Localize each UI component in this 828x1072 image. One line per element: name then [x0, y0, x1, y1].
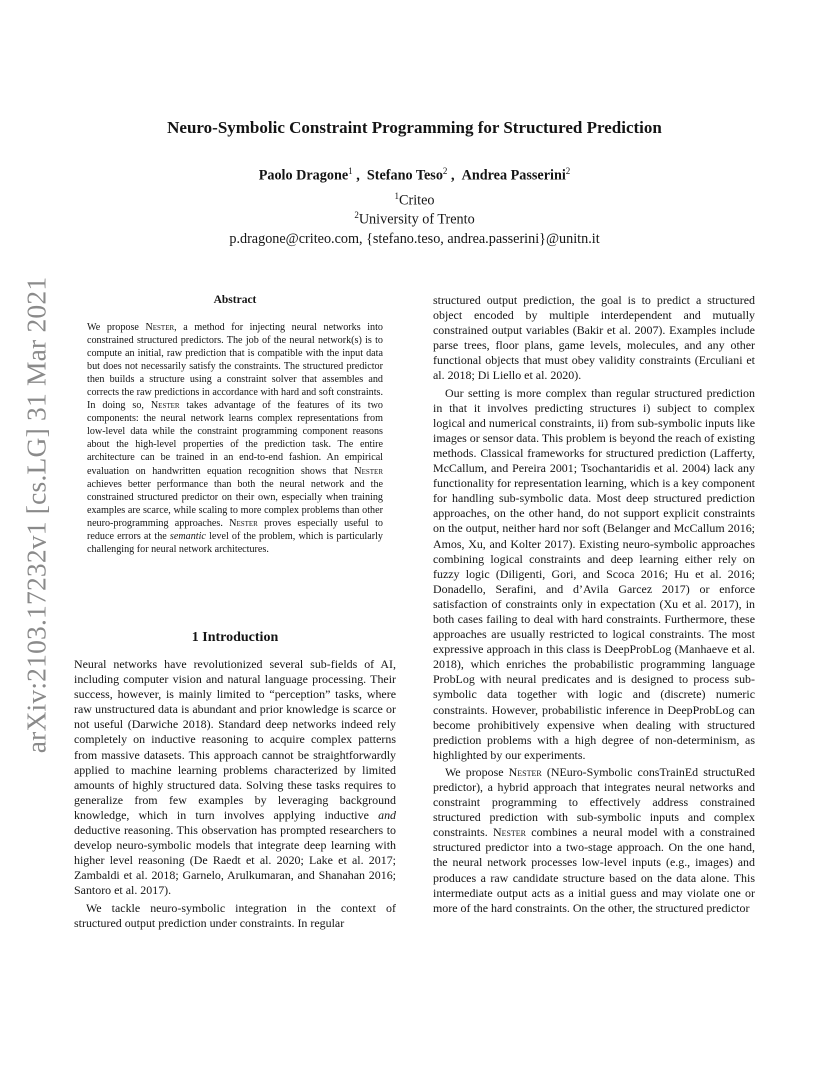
abstract-text: We propose Nester, a method for injecting neural networks into constrained structured predictors. The job of the neural network(s) is to compute an initial, raw prediction that is compatible with the input data but does not necessarily satisfy the constraints. The structured predictor then builds a structure using a constraint solver that assembles and corrects the raw predictions in accordance with hard and soft constraints. In doing so, Nester takes advantage of the features of its two components: the neural network learns complex representations from low-level data while the constraint programming component reasons about the high-level properties of the prediction task. The entire architecture can be trained in an end-to-end fashion. An empirical evaluation on handwritten equation recognition shows that Nester achieves better performance than both the neural network and the constrained structured predictor on their own, especially when training examples are scarce, while scaling to more complex problems than other neuro-programming approaches. Nester proves especially useful to reduce errors at the semantic level of the problem, which is particularly challenging for neural network architectures. [87, 322, 383, 555]
affiliation-name: Criteo [399, 192, 435, 209]
author-name: Paolo Dragone [258, 167, 349, 184]
arxiv-identifier-stamp [16, 276, 56, 754]
emphasis-and: and [378, 807, 396, 822]
author-affiliation-mark: 2 [565, 166, 571, 176]
right-paragraph-3: We propose Nester (NEuro-Symbolic consTrainEd structuRed predictor), a hybrid approach that integrates neural networks and constraint programming to effectively address constrained structured prediction with sub-symbolic inputs and complex constraints. Nester combines a neural model with a constrained structured predictor into a two-stage approach. On the one hand, the neural network processes low-level inputs (e.g., images) and produces a raw candidate structure based on the data alone. This intermediate output acts as a initial guess and may violate one or more of the hard constraints. On the other, the structured predictor [433, 764, 755, 915]
author-affiliation-mark: 1 [348, 166, 353, 176]
intro-paragraph-1: Neural networks have revolutionized several sub-fields of AI, including computer vision and natural language processing. Their success, however, is mainly limited to “perception” tasks, where raw unstructured data is abundant and prior knowledge is scarce or not useful (Darwiche 2018). Standard deep networks indeed rely completely on inductive reasoning to acquire complex patterns from massive datasets. This approach cannot be straightforwardly applied to machine learning problems characterized by limited amounts of highly structured data. Solving these tasks requires to generalize from few examples by leveraging background knowledge, which in turn involves applying inductive and deductive reasoning. This observation has prompted researchers to develop neuro-symbolic models that integrate deep learning with higher level reasoning (De Raedt et al. 2020; Lake et al. 2017; Zambaldi et al. 2018; Garnelo, Arulkumaran, and Shanahan 2016; Santoro et al. 2017). [74, 657, 396, 898]
author-list: Paolo Dragone$^1$ , Stefano Teso$^2$ , Andrea Passerini$^2$ [258, 166, 571, 184]
emphasis-semantic: semantic [169, 530, 206, 542]
abstract-heading: Abstract [213, 294, 257, 306]
section-heading-introduction: 1 Introduction [191, 630, 279, 645]
method-name: Nester [150, 400, 180, 412]
introduction-text [74, 657, 396, 931]
right-paragraph-1: structured output prediction, the goal is to predict a structured object encoded by multiple interdependent and mutually constrained output variables (Bakir et al. 2007). Examples include parse trees, floor plans, game levels, molecules, and any other functional objects that must obey validity constraints (Erculiani et al. 2018; Di Liello et al. 2020). [433, 293, 755, 383]
method-name: Nester [229, 517, 258, 529]
method-name: Nester [492, 825, 527, 840]
right-column-text [433, 293, 755, 916]
right-paragraph-2: Our setting is more complex than regular structured prediction in that it involves predicting structures i) subject to complex logical and numerical constraints, ii) from sub-symbolic inputs like images or sensor data. This problem is beyond the reach of existing methods. Classical frameworks for structured prediction (Lafferty, McCallum, and Pereira 2001; Tsochantaridis et al. 2004) lack any functionality for representation learning, which is a key component for handling sub-symbolic data. Most deep structured prediction approaches, on the other hand, do not support explicit constraints on the output, neither hard nor soft (Belanger and McCallum 2016; Amos, Xu, and Kolter 2017). Existing neuro-symbolic approaches combining logical constraints and deep learning either rely on fuzzy logic (Diligenti, Gori, and Scoca 2016; Hu et al. 2016; Donadello, Serafini, and d’Avila Garcez 2017) or enforce satisfaction of constraints only in expectation (Xu et al. 2017), in both cases failing to deal with hard constraints. Furthermore, these approaches are usually restricted to logical constraints. The most expressive approach in this class is DeepProbLog (Manhaeve et al. 2018), which enriches the probabilistic programming language ProbLog with neural predicates and is designed to process sub-symbolic data together with logic and (discrete) numeric constraints. However, probabilistic inference in DeepProbLog can become prohibitively expensive when dealing with structured prediction problems with a high degree of non-determinism, as highlighted by our experiments. [433, 385, 756, 762]
affiliation-mark: 1 [394, 191, 400, 201]
author-emails: p.dragone@criteo.com, {stefano.teso, andrea.passerini}@unitn.it [229, 231, 600, 247]
affiliation-1 [74, 191, 755, 210]
affiliation-mark: 2 [354, 210, 359, 220]
intro-paragraph-2: We tackle neuro-symbolic integration in the context of structured output prediction under constraints. In regular [74, 900, 396, 930]
author-affiliation-mark: 2 [442, 166, 448, 176]
affiliation-2 [74, 210, 755, 229]
affiliation-name: University of Trento [358, 211, 475, 228]
arxiv-id-text: arXiv:2103.17232v1 [cs.LG] 31 Mar 2021 [20, 276, 51, 754]
method-name: Nester [354, 465, 383, 477]
paper-title: Neuro-Symbolic Constraint Programming for Structured Prediction [167, 118, 662, 137]
method-name: Nester [508, 764, 542, 779]
author-name: Andrea Passerini [461, 167, 566, 184]
author-name: Stefano Teso [366, 167, 443, 184]
method-name: Nester [145, 322, 175, 333]
